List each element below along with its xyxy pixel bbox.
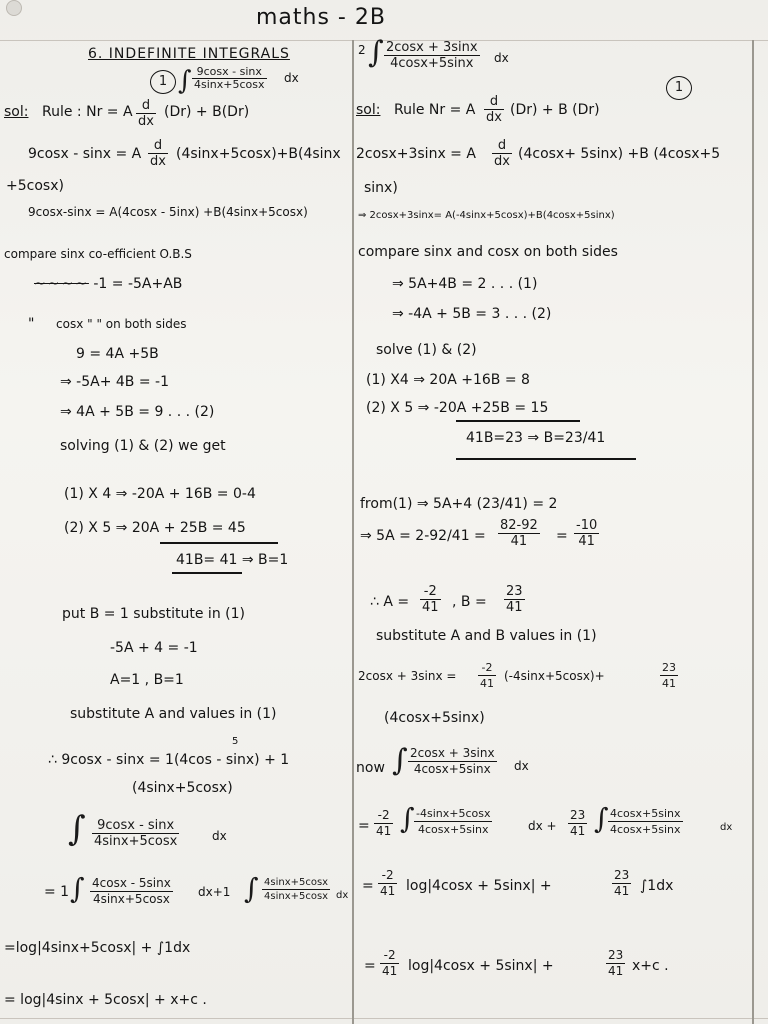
r-line-9: (2) X 5 ⇒ -20A +25B = 15: [366, 400, 549, 416]
r-line-18-dx: dx: [720, 822, 733, 833]
r-line-5: ⇒ 5A+4B = 2 . . . (1): [392, 276, 538, 292]
r-line-8: (1) X4 ⇒ 20A +16B = 8: [366, 372, 530, 388]
r-line-18-coef-b-numerator: 23: [570, 808, 586, 822]
rule-d: d: [136, 98, 156, 114]
r-line-20-coef-b-denominator: 41: [608, 964, 624, 978]
question-fraction: [384, 40, 480, 71]
split-denominator-1: 4sinx+5cosx: [92, 892, 170, 906]
question-denominator: 4sinx+5cosx: [194, 78, 265, 91]
r-line-20-prefix: =: [364, 958, 376, 974]
ditto-mark: ": [28, 316, 35, 332]
rule-text: Rule Nr = A: [394, 102, 476, 118]
integrand-numerator: 9cosx - sinx: [92, 818, 179, 834]
r-line-20-coef-b: [606, 948, 625, 979]
r-line-15-a-denominator: 41: [480, 677, 494, 690]
r-line-13-mid: , B =: [452, 594, 487, 610]
r-line-19-coef-b-numerator: 23: [614, 868, 630, 882]
r-line-12-result: [574, 518, 599, 549]
rule-text: Rule : Nr = A: [42, 104, 133, 120]
r-line-18-coef-a-denominator: 41: [376, 824, 392, 838]
rule-dx: dx: [138, 114, 154, 129]
rule-dx: dx: [486, 110, 502, 125]
line-18: ∴ 9cosx - sinx = 1(4cos - sinx) + 1: [48, 752, 290, 768]
r-line-18-prefix: =: [358, 818, 370, 834]
solution-label: sol:: [4, 104, 29, 120]
r-line-17-prefix: now: [356, 760, 385, 776]
r-line-20-coef-a-denominator: 41: [382, 964, 398, 978]
integral-sign: ∫: [368, 35, 384, 70]
value-a-numerator: -2: [420, 584, 441, 600]
rule-tail: (Dr) + B(Dr): [164, 104, 250, 120]
line-17: substitute A and values in (1): [70, 706, 277, 722]
page-title: maths - 2B: [256, 5, 386, 30]
split-numerator-1: 4cosx - 5sinx: [92, 876, 171, 890]
r-line-18-fraction-2: [608, 806, 683, 837]
line-21-dx: dx: [336, 890, 349, 901]
chapter-heading: 6. INDEFINITE INTEGRALS: [88, 46, 290, 62]
r-line-1-derivative: [492, 138, 512, 169]
binder-hole: [6, 0, 22, 16]
r-line-1-d: d: [492, 138, 512, 154]
margin-line: [752, 40, 754, 1024]
line-15: -5A + 4 = -1: [110, 640, 198, 656]
line-23: = log|4sinx + 5cosx| + x+c .: [4, 992, 207, 1008]
r-line-19-coef-a-numerator: -2: [378, 868, 397, 884]
r-line-17-denominator: 4cosx+5sinx: [413, 762, 491, 776]
rule-derivative: [484, 94, 504, 125]
question-numerator: 2cosx + 3sinx: [386, 40, 478, 55]
integral-sign: ∫: [392, 743, 408, 778]
split-denominator-2: 4sinx+5cosx: [264, 891, 329, 902]
solution-label: sol:: [356, 102, 381, 118]
r-line-2: sinx): [364, 180, 398, 196]
r-line-3: ⇒ 2cosx+3sinx= A(-4sinx+5cosx)+B(4cosx+5sinx): [358, 210, 615, 221]
r-line-15-a-numerator: -2: [478, 660, 496, 676]
line-3: 9cosx-sinx = A(4cosx - 5inx) +B(4sinx+5cosx): [28, 205, 308, 219]
r-line-19-coef-a-denominator: 41: [380, 884, 396, 898]
r-line-19-coef-a: [378, 868, 397, 899]
r-line-18-coef-b: [568, 808, 587, 839]
r-line-17-numerator: 2cosx + 3sinx: [410, 746, 495, 760]
value-b-numerator: 23: [506, 584, 523, 599]
r-line-14: substitute A and B values in (1): [376, 628, 597, 644]
question-number: 2: [358, 43, 366, 57]
question-numerator: 9cosx - sinx: [192, 66, 267, 79]
r-line-15-mid: (-4sinx+5cosx)+: [504, 669, 605, 683]
r-line-10: 41B=23 ⇒ B=23/41: [466, 430, 606, 446]
line-5-text: -1 = -5A+AB: [93, 276, 183, 292]
split-fraction-2: [262, 876, 330, 903]
split-numerator-2: 4sinx+5cosx: [264, 877, 329, 888]
r-line-16: (4cosx+5sinx): [384, 710, 485, 726]
line-4: compare sinx co-efficient O.B.S: [4, 247, 192, 261]
result-underline: [172, 572, 242, 574]
r-line-17-dx: dx: [514, 759, 529, 773]
r-line-15-prefix: 2cosx + 3sinx =: [358, 669, 457, 683]
question-dx: dx: [284, 71, 299, 85]
integral-sign: ∫: [70, 872, 85, 905]
integrand-fraction: [92, 818, 179, 849]
line-7: 9 = 4A +5B: [76, 346, 159, 362]
value-a-denominator: 41: [422, 600, 439, 615]
r-line-18-coef-b-denominator: 41: [570, 824, 586, 838]
question-denominator: 4cosx+5sinx: [390, 56, 474, 71]
r-line-4: compare sinx and cosx on both sides: [358, 244, 618, 260]
line-16: A=1 , B=1: [110, 672, 184, 688]
line-1a: 9cosx - sinx = A: [28, 146, 142, 162]
r-line-18-denominator-1: 4cosx+5sinx: [417, 823, 489, 836]
r-line-12-equals: =: [556, 528, 568, 544]
r-line-18-mid: dx +: [528, 819, 557, 833]
struck-text: ~~~~: [34, 276, 89, 292]
r-line-18-denominator-2: 4cosx+5sinx: [610, 823, 681, 836]
integral-sign: ∫: [244, 872, 259, 905]
line-11: (1) X 4 ⇒ -20A + 16B = 0-4: [64, 486, 256, 502]
r-line-1-dx: dx: [494, 154, 510, 169]
line-22: =log|4sinx+5cosx| + ∫1dx: [4, 940, 191, 956]
r-line-1a: 2cosx+3sinx = A: [356, 146, 476, 162]
r-line-12-fraction: [498, 518, 540, 549]
r-line-18-numerator-1: -4sinx+5cosx: [416, 807, 491, 820]
line-1-d: d: [148, 138, 168, 154]
r-line-12-result-denominator: 41: [578, 534, 595, 549]
split-fraction-1: [90, 876, 173, 907]
line-1b: (4sinx+5cosx)+B(4sinx: [176, 146, 341, 162]
line-12: (2) X 5 ⇒ 20A + 25B = 45: [64, 520, 246, 536]
r-line-15-b-numerator: 23: [662, 661, 676, 674]
ruled-line: [0, 1018, 768, 1019]
rule-tail: (Dr) + B (Dr): [510, 102, 600, 118]
line-2: +5cosx): [6, 178, 64, 194]
result-underline: [456, 458, 636, 460]
r-line-1b: (4cosx+ 5sinx) +B (4cosx+5: [518, 146, 721, 162]
r-line-15-fraction-b: [660, 660, 678, 691]
r-line-19-coef-b-denominator: 41: [614, 884, 630, 898]
line-19: (4sinx+5cosx): [132, 780, 233, 796]
r-line-19-prefix: =: [362, 878, 374, 894]
r-line-12-prefix: ⇒ 5A = 2-92/41 =: [360, 528, 486, 544]
integrand-denominator: 4sinx+5cosx: [94, 834, 178, 849]
integral-sign: ∫: [400, 802, 415, 835]
r-line-17-fraction: [408, 746, 497, 777]
r-line-20-tail: x+c .: [632, 958, 669, 974]
r-line-20-coef-a: [380, 948, 399, 979]
r-line-12-denominator: 41: [510, 534, 528, 549]
r-line-19-tail: ∫1dx: [640, 878, 674, 894]
r-line-20-coef-a-numerator: -2: [380, 948, 399, 964]
r-line-18-coef-a-numerator: -2: [374, 808, 393, 824]
integrand-dx: dx: [212, 829, 227, 843]
value-a-fraction: [420, 584, 441, 615]
r-line-18-numerator-2: 4cosx+5sinx: [610, 807, 681, 820]
r-line-19-mid: log|4cosx + 5sinx| +: [406, 878, 552, 894]
r-line-13-prefix: ∴ A =: [370, 594, 410, 610]
rule-d: d: [484, 94, 504, 110]
r-line-18-fraction-1: [414, 806, 492, 837]
integral-sign: ∫: [178, 66, 192, 96]
page-number: 1: [674, 80, 684, 95]
line-5: [34, 276, 182, 292]
line-10: solving (1) & (2) we get: [60, 438, 226, 454]
line-13: 41B= 41 ⇒ B=1: [176, 552, 289, 568]
line-9: ⇒ 4A + 5B = 9 . . . (2): [60, 404, 215, 420]
r-line-7: solve (1) & (2): [376, 342, 477, 358]
r-line-20-mid: log|4cosx + 5sinx| +: [408, 958, 554, 974]
r-line-12-result-numerator: -10: [576, 518, 598, 533]
line-18-superscript: 5: [232, 736, 239, 747]
question-fraction: [192, 66, 267, 91]
line-14: put B = 1 substitute in (1): [62, 606, 245, 622]
sum-underline: [456, 420, 580, 422]
value-b-fraction: [504, 584, 525, 615]
r-line-15-b-denominator: 41: [662, 677, 676, 690]
r-line-15-fraction-a: [478, 660, 496, 691]
r-line-19-coef-b: [612, 868, 631, 899]
integral-sign: ∫: [68, 809, 86, 849]
sum-underline: [160, 542, 278, 544]
r-line-20-coef-b-numerator: 23: [608, 948, 624, 962]
page-number-badge: [666, 76, 692, 100]
r-line-11: from(1) ⇒ 5A+4 (23/41) = 2: [360, 496, 558, 512]
line-21-mid: dx+1: [198, 885, 231, 899]
question-number-badge: [150, 70, 176, 94]
line-1-derivative: [148, 138, 168, 169]
rule-derivative: [136, 98, 156, 129]
line-1-dx: dx: [150, 154, 166, 169]
r-line-6: ⇒ -4A + 5B = 3 . . . (2): [392, 306, 552, 322]
question-dx: dx: [494, 51, 509, 65]
r-line-18-coef-a: [374, 808, 393, 839]
value-b-denominator: 41: [506, 600, 523, 615]
question-number: 1: [158, 74, 168, 89]
integral-sign: ∫: [594, 802, 609, 835]
column-divider: [352, 40, 354, 1024]
line-21-prefix: = 1: [44, 884, 70, 900]
line-8: ⇒ -5A+ 4B = -1: [60, 374, 169, 390]
r-line-12-numerator: 82-92: [500, 518, 538, 533]
line-6: cosx " " on both sides: [56, 317, 187, 331]
